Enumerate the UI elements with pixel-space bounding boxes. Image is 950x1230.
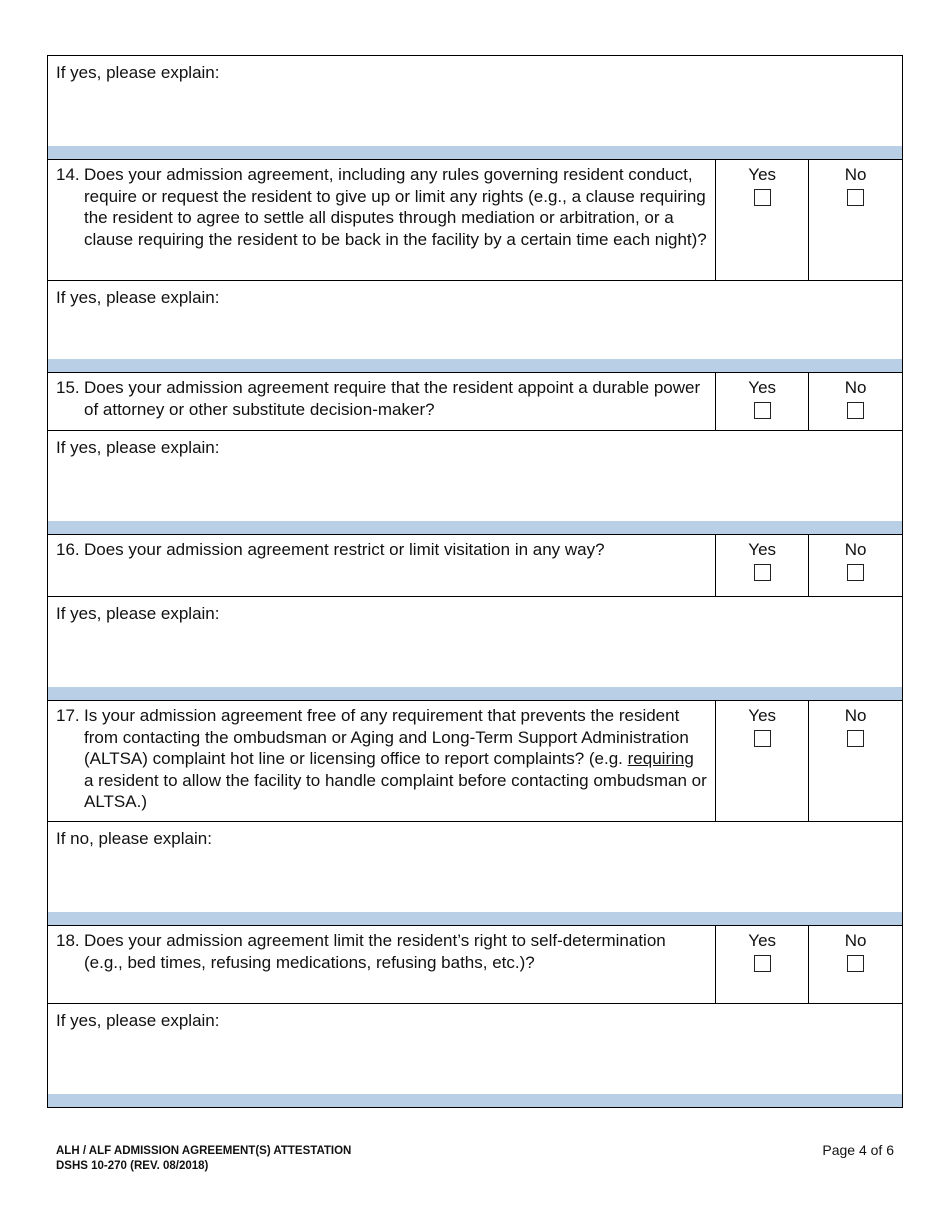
explain-field-18[interactable]: [48, 1004, 902, 1094]
no-label: No: [844, 540, 867, 559]
question-row-17: [48, 701, 902, 822]
explain-field-14[interactable]: [48, 281, 902, 359]
question-text-part: a resident to allow the facility to handle complaint before contacting ombudsman or ALTSA.): [84, 770, 707, 811]
yes-label: Yes: [748, 540, 777, 559]
question-text: [84, 705, 707, 815]
question-number: 16.: [56, 540, 80, 559]
section-divider: [48, 687, 902, 700]
question-row-18: [48, 926, 902, 1004]
attestation-form-table: [47, 55, 903, 1108]
question-number: 14.: [56, 165, 80, 184]
question-number: 18.: [56, 931, 80, 950]
question-text: Does your admission agreement limit the resident’s right to self-determination (e.g., bed times, refusing medications, refusing baths, etc.)?: [84, 931, 666, 972]
q16-yes-checkbox[interactable]: [754, 564, 771, 581]
form-title: ALH / ALF ADMISSION AGREEMENT(S) ATTESTATION: [56, 1145, 352, 1157]
yes-label: Yes: [748, 378, 777, 397]
question-text-cell: [48, 160, 716, 280]
q17-no-checkbox[interactable]: [847, 730, 864, 747]
question-text-cell: [48, 373, 716, 430]
explain-field-13[interactable]: [48, 56, 902, 146]
q15-no-checkbox[interactable]: [847, 402, 864, 419]
form-footer: [56, 1144, 351, 1173]
section-divider: [48, 1094, 902, 1107]
yes-label: Yes: [748, 165, 777, 184]
question-text: Does your admission agreement, including any rules governing resident conduct, require or request the resident to give up or limit any rights (e.g., a clause requiring the resident to agree to settle all disputes through mediation or arbitration, or a clause requiring the resident to be back in the facility by a certain time each night)?: [84, 165, 707, 249]
explain-label: If yes, please explain:: [56, 604, 220, 623]
question-text: Does your admission agreement require that the resident appoint a durable power of attorney or other substitute decision-maker?: [84, 378, 701, 419]
q17-yes-checkbox[interactable]: [754, 730, 771, 747]
yes-option-cell: [716, 373, 809, 430]
q14-no-checkbox[interactable]: [847, 189, 864, 206]
explain-row-13: [48, 56, 902, 160]
question-number: 17.: [56, 706, 80, 725]
q14-yes-checkbox[interactable]: [754, 189, 771, 206]
section-divider: [48, 521, 902, 534]
question-text-part: Is your admission agreement free of any requirement that prevents the resident from contacting the ombudsman or Aging and Long-Term Support Administration (ALTSA) complaint hot line or licensing office to report complaints? (e.g.: [84, 706, 689, 768]
no-label: No: [844, 931, 867, 950]
yes-option-cell: [716, 160, 809, 280]
question-row-16: [48, 535, 902, 597]
no-label: No: [844, 165, 867, 184]
no-label: No: [844, 706, 867, 725]
yes-label: Yes: [748, 706, 777, 725]
page-number: Page 4 of 6: [822, 1142, 894, 1158]
explain-row-16: [48, 597, 902, 701]
no-option-cell: [809, 160, 902, 280]
no-label: No: [844, 378, 867, 397]
question-text-cell: [48, 926, 716, 1003]
yes-option-cell: [716, 535, 809, 596]
q16-no-checkbox[interactable]: [847, 564, 864, 581]
explain-row-18: [48, 1004, 902, 1107]
question-row-15: [48, 373, 902, 431]
explain-row-17: [48, 822, 902, 926]
question-text-cell: [48, 701, 716, 821]
section-divider: [48, 912, 902, 925]
section-divider: [48, 146, 902, 159]
explain-label: If no, please explain:: [56, 829, 212, 848]
underlined-word: requiring: [627, 749, 694, 768]
question-text: Does your admission agreement restrict or limit visitation in any way?: [84, 540, 605, 559]
yes-option-cell: [716, 926, 809, 1003]
form-number: DSHS 10-270 (REV. 08/2018): [56, 1159, 209, 1172]
no-option-cell: [809, 535, 902, 596]
explain-row-15: [48, 431, 902, 535]
explain-label: If yes, please explain:: [56, 438, 220, 457]
explain-field-16[interactable]: [48, 597, 902, 687]
question-text-cell: [48, 535, 716, 596]
no-option-cell: [809, 373, 902, 430]
explain-row-14: [48, 281, 902, 373]
q18-no-checkbox[interactable]: [847, 955, 864, 972]
explain-label: If yes, please explain:: [56, 288, 220, 307]
yes-label: Yes: [748, 931, 777, 950]
explain-label: If yes, please explain:: [56, 1011, 220, 1030]
section-divider: [48, 359, 902, 372]
no-option-cell: [809, 701, 902, 821]
explain-field-15[interactable]: [48, 431, 902, 521]
explain-field-17[interactable]: [48, 822, 902, 912]
q15-yes-checkbox[interactable]: [754, 402, 771, 419]
question-number: 15.: [56, 378, 80, 397]
question-row-14: [48, 160, 902, 281]
yes-option-cell: [716, 701, 809, 821]
no-option-cell: [809, 926, 902, 1003]
explain-label: If yes, please explain:: [56, 63, 220, 82]
q18-yes-checkbox[interactable]: [754, 955, 771, 972]
